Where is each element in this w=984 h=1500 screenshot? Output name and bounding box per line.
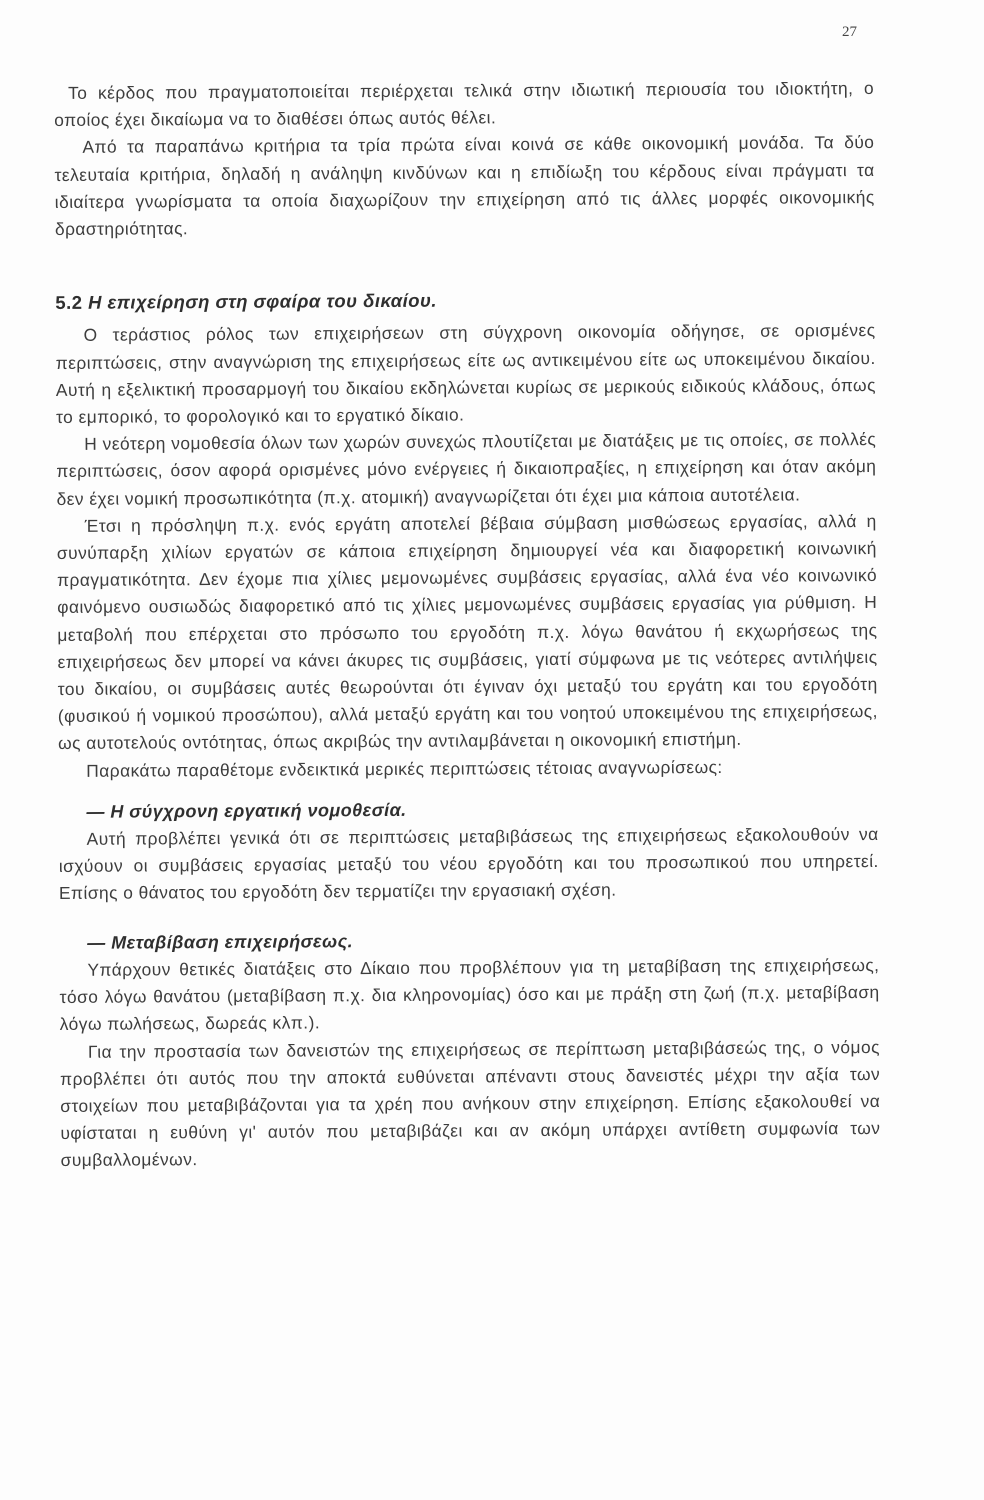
section-paragraph-3: Έτσι η πρόσληψη π.χ. ενός εργάτη αποτελεί βέβαια σύμβαση μισθώσεως εργασίας, αλλά η συνύπαρξη χιλίων εργατών σε κάποια επιχείρηση δημιουργεί νέα και διαφορετική κοινωνική πραγματικότητα. Δεν έχομε πια χίλιες μεμονωμένες συμβάσεις εργασίας, αλλά ένα νέο κοινωνικό φαινόμενο ουσιωδώς διαφορετικό από τις χίλιες μεμονωμένες συμβάσεις εργασίας για ρύθμιση. Η μεταβολή που επέρχεται στο πρόσωπο του εργοδότη π.χ. λόγω θανάτου ή εκχωρήσεως της επιχειρήσεως δεν μπορεί να κάνει άκυρες τις συμβάσεις, γιατί σύμφωνα με τις νεότερες αντιλήψεις του δικαίου, οι συμβάσεις αυτές θεωρούνται ότι έγιναν όχι μεταξύ του εργάτη και του εργοδότη (φυσικού ή νομικού προσώπου), αλλά μεταξύ εργάτη και του νοητού υποκειμένου της επιχειρήσεως, ως αυτοτελούς οντότητας, όπως ακριβώς την αντιλαμβάνεται η οικονομική επιστήμη.: [56, 510, 878, 754]
subsection-heading-labour-law: — Η σύγχρονη εργατική νομοθεσία.: [86, 799, 407, 822]
section-paragraph-4: Παρακάτω παραθέτομε ενδεικτικά μερικές περιπτώσεις τέτοιας αναγνωρίσεως:: [86, 756, 723, 781]
section-paragraph-2: Η νεότερη νομοθεσία όλων των χωρών συνεχώς πλουτίζεται με διατάξεις με τις οποίες, σε πολλές περιπτώσεις, όσον αφορά ορισμένες μόνο ενέργειες ή δικαιοπραξίες, η επιχείρηση και όταν ακόμη δεν έχει νομική προσωπικότητα (π.χ. ατομική) αναγνωρίζεται ότι έχει μια κάποια αυτοτέλεια.: [56, 429, 877, 509]
page-content: [54, 75, 881, 1175]
intro-paragraph-2: Από τα παραπάνω κριτήρια τα τρία πρώτα είναι κοινά σε κάθε οικονομική μονάδα. Τα δύο τελευταία κριτήρια, δηλαδή η ανάληψη κινδύνων και η επιδίωξη του κέρδους είναι πράγματι τα ιδιαίτερα γνωρίσματα τα οποία διαχωρίζουν την επιχείρηση από τις άλλες μορφές οικονομικής δραστηριότητας.: [54, 132, 875, 240]
section-paragraph-1: Ο τεράστιος ρόλος των επιχειρήσεων στη σύγχρονη οικονομία οδήγησε, σε ορισμένες περιπτώσεις, στην αναγνώριση της επιχειρήσεως είτε ως αντικειμένου είτε ως υποκειμένου δικαίου. Αυτή η εξελικτική προσαρμογή του δικαίου εκδηλώνεται κυρίως σε μερικούς ειδικούς κλάδους, όπως το εμπορικό, το φορολογικό και το εργατικό δίκαιο.: [55, 320, 876, 428]
subsection-1-paragraph-1: Αυτή προβλέπει γενικά ότι σε περιπτώσεις μεταβιβάσεως της επιχειρήσεως εξακολουθούν να ισχύουν οι συμβάσεις εργασίας μεταξύ του νέου εργοδότη και του προσωπικού που υπηρετεί. Επίσης ο θάνατος του εργοδότη δεν τερματίζει την εργασιακή σχέση.: [58, 824, 879, 904]
intro-paragraph-1: Το κέρδος που πραγματοποιείται περιέρχεται τελικά στην ιδιωτική περιουσία του ιδιοκτήτη, ο οποίος έχει δικαίωμα να το διαθέσει όπως αυτός θέλει.: [54, 77, 875, 131]
subsection-2-paragraph-2: Για την προστασία των δανειστών της επιχειρήσεως σε περίπτωση μεταβιβάσεώς της, ο νόμος προβλέπει ότι αυτός που την αποκτά ευθύνεται απέναντι στους δανειστές μέχρι την αξία των στοιχείων που μεταβιβάζονται για τα χρέη που ανήκουν στην επιχείρηση. Επίσης εξακολουθεί να υφίσταται η ευθύνη γι' αυτόν που μεταβιβάζει και αν ακόμη υπάρχει αντίθετη συμφωνία των συμβαλλομένων.: [60, 1036, 881, 1171]
section-title: Η επιχείρηση στη σφαίρα του δικαίου.: [87, 289, 437, 314]
page-number: 27: [842, 24, 857, 40]
section-heading: [55, 284, 875, 316]
section-number: 5.2: [55, 292, 83, 314]
subsection-heading-transfer: — Μεταβίβαση επιχειρήσεως.: [87, 930, 354, 953]
subsection-2-paragraph-1: Υπάρχουν θετικές διατάξεις στο Δίκαιο που προβλέπουν για τη μεταβίβαση της επιχειρήσεως, τόσο λόγω θανάτου (μεταβίβαση π.χ. δια κληρονομίας) όσο και με πράξη στη ζωή (π.χ. μεταβίβαση λόγω πωλήσεως, δωρεάς κλπ.).: [59, 954, 880, 1035]
